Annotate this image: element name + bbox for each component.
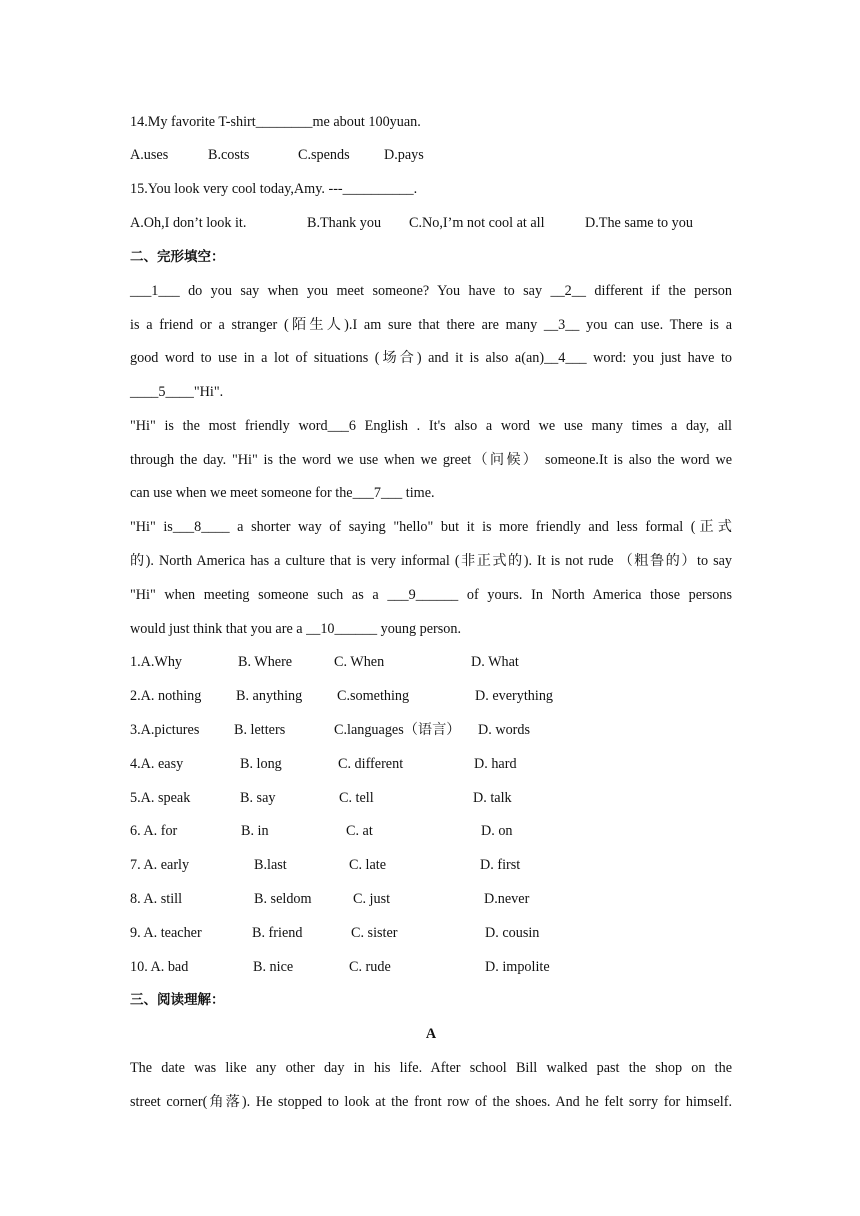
choice-b: B. Where (238, 654, 293, 670)
question-15-options (130, 213, 732, 233)
choice-row (130, 720, 732, 740)
choice-b: B.last (254, 857, 287, 873)
choice-c: C. sister (351, 925, 398, 941)
choice-c: C.languages（语言） (334, 722, 461, 738)
choice-row (130, 889, 732, 909)
choice-a: 6. A. for (130, 823, 178, 839)
choice-c: C. late (349, 857, 387, 873)
choice-d: D. cousin (485, 925, 540, 941)
choice-row (130, 957, 732, 977)
option-a: A.Oh,I don’t look it. (130, 215, 247, 231)
choice-b: B. long (240, 756, 282, 772)
choice-a: 10. A. bad (130, 959, 189, 975)
choice-row (130, 923, 732, 943)
choice-d: D. hard (474, 756, 517, 772)
choice-d: D. on (481, 823, 513, 839)
choice-a: 9. A. teacher (130, 925, 202, 941)
passage-line: ___1___ do you say when you meet someone? You have to say __2__ different if the person (130, 283, 732, 299)
choice-d: D. What (471, 654, 519, 670)
choice-d: D. first (480, 857, 521, 873)
passage-line: through the day. "Hi" is the word we use when we greet（问候） someone.It is also the word we (130, 452, 732, 468)
choice-b: B. nice (253, 959, 294, 975)
choice-c: C. rude (349, 959, 391, 975)
question-14-options (130, 145, 732, 165)
passage-line: good word to use in a lot of situations (场合) and it is also a(an)__4___ word: you just have to (130, 350, 732, 366)
passage-line: street corner(角落). He stopped to look at the front row of the shoes. And he felt sorry for himself. (130, 1094, 732, 1110)
choice-c: C. When (334, 654, 385, 670)
choice-row (130, 686, 732, 706)
option-c: C.No,I’m not cool at all (409, 215, 545, 231)
passage-line: is a friend or a stranger (陌生人).I am sure that there are many __3__ you can use. There is a (130, 317, 732, 333)
choice-a: 5.A. speak (130, 790, 191, 806)
choice-b: B. letters (234, 722, 286, 738)
option-b: B.Thank you (307, 215, 382, 231)
choice-a: 2.A. nothing (130, 688, 202, 704)
choice-d: D. impolite (485, 959, 550, 975)
question-15-stem: 15.You look very cool today,Amy. ---__________. (130, 181, 418, 197)
choice-a: 1.A.Why (130, 654, 183, 670)
choice-row (130, 821, 732, 841)
choice-d: D. words (478, 722, 531, 738)
passage-line: "Hi" is___8____ a shorter way of saying "hello" but it is more friendly and less formal (正式 (130, 519, 732, 535)
choice-c: C.something (337, 688, 410, 704)
choice-a: 4.A. easy (130, 756, 184, 772)
option-c: C.spends (298, 147, 350, 163)
passage-title: A (425, 1026, 437, 1042)
choice-a: 7. A. early (130, 857, 190, 873)
passage-line: can use when we meet someone for the___7___ time. (130, 485, 435, 501)
passage-line: ____5____"Hi". (130, 384, 224, 400)
passage-line: "Hi" when meeting someone such as a ___9______ of yours. In North America those persons (130, 587, 732, 603)
choice-row (130, 754, 732, 774)
option-d: D.pays (384, 147, 424, 163)
option-a: A.uses (130, 147, 169, 163)
passage-line: would just think that you are a __10______ young person. (130, 621, 462, 637)
choice-c: C. tell (339, 790, 374, 806)
passage-line: The date was like any other day in his life. After school Bill walked past the shop on the (130, 1060, 732, 1076)
passage-line: "Hi" is the most friendly word___6 English . It's also a word we use many times a day, all (130, 418, 732, 434)
choice-c: C. just (353, 891, 391, 907)
choice-d: D. everything (475, 688, 554, 704)
choice-b: B. friend (252, 925, 303, 941)
section-heading-cloze: 二、完形填空： (130, 249, 225, 265)
choice-d: D.never (484, 891, 530, 907)
passage-line: 的). North America has a culture that is very informal (非正式的). It is not rude （粗鲁的）to say (130, 553, 732, 569)
option-d: D.The same to you (585, 215, 693, 231)
choice-b: B. say (240, 790, 276, 806)
choice-d: D. talk (473, 790, 512, 806)
choice-b: B. anything (236, 688, 303, 704)
option-b: B.costs (208, 147, 250, 163)
choice-row (130, 652, 732, 672)
choice-row (130, 788, 732, 808)
choice-a: 3.A.pictures (130, 722, 200, 738)
section-heading-reading: 三、阅读理解： (130, 992, 225, 1008)
choice-c: C. different (338, 756, 404, 772)
choice-b: B. seldom (254, 891, 312, 907)
choice-c: C. at (346, 823, 373, 839)
choice-b: B. in (241, 823, 269, 839)
choice-a: 8. A. still (130, 891, 183, 907)
question-14-stem: 14.My favorite T-shirt________me about 100yuan. (130, 114, 421, 130)
choice-row (130, 855, 732, 875)
